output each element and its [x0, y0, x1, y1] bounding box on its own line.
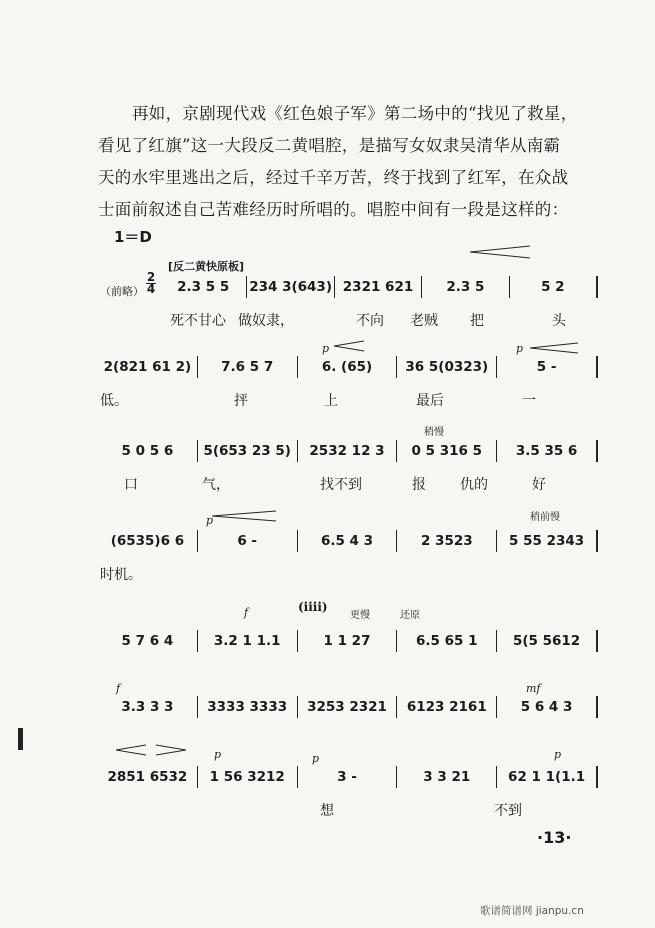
tempo-label: [反二黄快原板]	[168, 260, 245, 273]
measure: 2.3 5 5	[160, 276, 247, 298]
lyric: 把	[470, 313, 484, 329]
measure: 7.6 5 7	[198, 356, 298, 378]
scan-edge-mark	[18, 728, 23, 750]
dynamic-mark: p	[322, 342, 330, 355]
lyric: 上	[324, 393, 338, 409]
ornament-mark: (iiii)	[298, 600, 328, 614]
time-signature-bottom: 4	[146, 282, 156, 296]
measure: (6535)6 6	[98, 530, 198, 552]
measure: 2(821 61 2)	[98, 356, 198, 378]
tempo-mark: 稍前慢	[530, 512, 560, 523]
tempo-mark: 还原	[400, 610, 420, 621]
time-signature	[146, 272, 156, 295]
lyric: 报	[412, 477, 426, 493]
crescendo-hairpin	[116, 744, 146, 754]
crescendo-hairpin	[334, 340, 364, 350]
measure: 6. (65)	[298, 356, 398, 378]
paragraph-line: 士面前叙述自己苦难经历时所唱的。唱腔中间有一段是这样的：	[98, 200, 569, 219]
watermark: 歌谱简谱网 jianpu.cn	[480, 905, 584, 917]
key-signature: 1＝D	[114, 228, 152, 246]
dynamic-mark: p	[214, 748, 222, 761]
lyric: 想	[320, 803, 334, 819]
paragraph-line: 再如，京剧现代戏《红色娘子军》第二场中的“找见了救星，	[132, 104, 578, 123]
intro-paragraph	[98, 98, 598, 226]
measure: 5(5 5612	[497, 630, 598, 652]
lyric: 抨	[234, 393, 248, 409]
measure: 3.2 1 1.1	[198, 630, 298, 652]
measure: 3 3 21	[397, 766, 497, 788]
dynamic-mark: p	[554, 748, 562, 761]
lyric: 找不到	[320, 477, 362, 493]
measure: 36 5(0323)	[397, 356, 497, 378]
page-number: ·13·	[537, 828, 572, 847]
lyric: 好	[532, 477, 546, 493]
dynamic-mark: mf	[526, 682, 541, 695]
measure: 234 3(643)	[247, 276, 334, 298]
tempo-mark: 稍慢	[424, 427, 444, 438]
lyric: 死不甘心	[170, 313, 226, 329]
lyric: 低。	[100, 393, 128, 409]
measure: 0 5 316 5	[397, 440, 497, 462]
measure: 6.5 4 3	[298, 530, 398, 552]
crescendo-hairpin	[530, 342, 578, 352]
tempo-mark: 更慢	[350, 610, 370, 621]
measure: 3.5 35 6	[497, 440, 598, 462]
paragraph-line: 天的水牢里逃出之后，经过千辛万苦，终于找到了红军，在众战	[98, 168, 569, 187]
measure: 3 -	[298, 766, 398, 788]
prelude-label: （前略）	[100, 285, 144, 298]
measure: 2851 6532	[98, 766, 198, 788]
measure: 6.5 65 1	[397, 630, 497, 652]
lyric: 时机。	[100, 567, 142, 583]
measure: 2532 12 3	[298, 440, 398, 462]
measure: 3333 3333	[198, 696, 298, 718]
dynamic-mark: p	[312, 752, 320, 765]
lyric: 头	[552, 313, 566, 329]
measure: 2.3 5	[422, 276, 509, 298]
lyric: 不向	[356, 313, 384, 329]
measure: 2 3523	[397, 530, 497, 552]
dynamic-mark: p	[516, 342, 524, 355]
lyric: 气，	[202, 477, 230, 493]
measure: 62 1 1(1.1	[497, 766, 598, 788]
dynamic-mark: f	[116, 682, 121, 695]
measure: 5 55 2343	[497, 530, 598, 552]
measure: 5 7 6 4	[98, 630, 198, 652]
measure: 5 6 4 3	[497, 696, 598, 718]
measure: 1 1 27	[298, 630, 398, 652]
lyric: 老贼	[410, 313, 438, 329]
lyric: 最后	[416, 393, 444, 409]
lyric: 不到	[494, 803, 522, 819]
paragraph-line: 看见了红旗”这一大段反二黄唱腔，是描写女奴隶吴清华从南霸	[98, 136, 561, 155]
measure: 2321 621	[335, 276, 422, 298]
lyric: 口	[124, 477, 138, 493]
measure: 3.3 3 3	[98, 696, 198, 718]
dynamic-mark: f	[244, 606, 249, 619]
lyric: 做奴隶，	[238, 313, 294, 329]
measure: 6 -	[198, 530, 298, 552]
dynamic-mark: p	[206, 514, 214, 527]
measure: 5 2	[510, 276, 598, 298]
lyric: 仇的	[460, 477, 488, 493]
crescendo-hairpin	[470, 244, 530, 254]
measure: 5(653 23 5)	[198, 440, 298, 462]
measure: 5 0 5 6	[98, 440, 198, 462]
measure: 3253 2321	[298, 696, 398, 718]
measure: 5 -	[497, 356, 598, 378]
lyric: 一	[522, 393, 536, 409]
time-signature-top: 2	[146, 270, 156, 284]
decrescendo-hairpin	[156, 744, 186, 754]
measure: 1 56 3212	[198, 766, 298, 788]
measure: 6123 2161	[397, 696, 497, 718]
crescendo-hairpin	[212, 510, 276, 520]
